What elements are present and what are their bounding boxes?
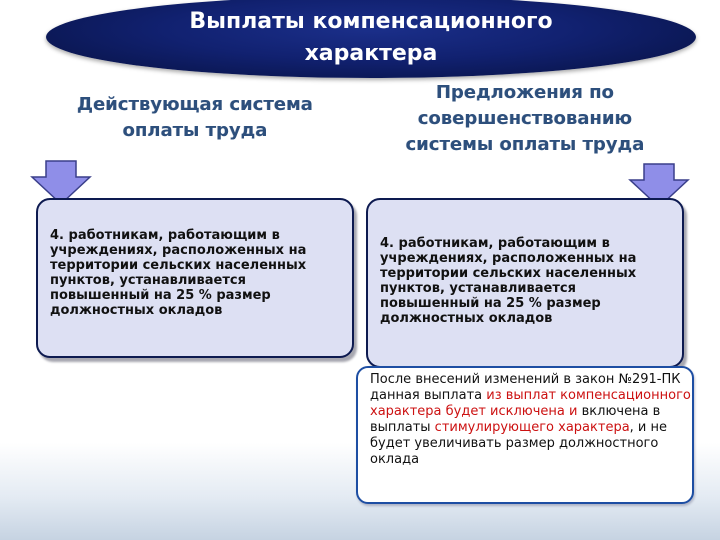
note-highlight-excluded: из выплат компенсационного характера будет исключена и (370, 388, 691, 419)
right-column-heading: Предложения по совершенствованию системы оплаты труда (405, 82, 645, 155)
proposal-text: 4. работникам, работающим в учреждениях, расположенных на территории сельских населенных пунктов, устанавливается повышенный на 25 % размер должностных окладов (380, 236, 637, 326)
current-system-card (36, 198, 354, 358)
note-text-part: После внесений изменений в закон №291-ПК данная выплата (370, 372, 681, 403)
note-text-part: включена в выплаты (370, 404, 661, 435)
left-column-heading: Действующая система оплаты труда (77, 94, 313, 141)
proposal-card (366, 198, 684, 368)
change-note-text (370, 372, 692, 468)
slide-title: Выплаты компенсационного характера (189, 9, 553, 66)
note-text-part: , и не будет увеличивать размер должностного оклада (370, 420, 668, 467)
change-note-box (356, 366, 694, 504)
note-highlight-incentive: стимулирующего характера (434, 420, 630, 435)
current-system-text: 4. работникам, работающим в учреждениях, расположенных на территории сельских населенных пунктов, устанавливается повышенный на 25 % размер должностных окладов (50, 228, 307, 318)
